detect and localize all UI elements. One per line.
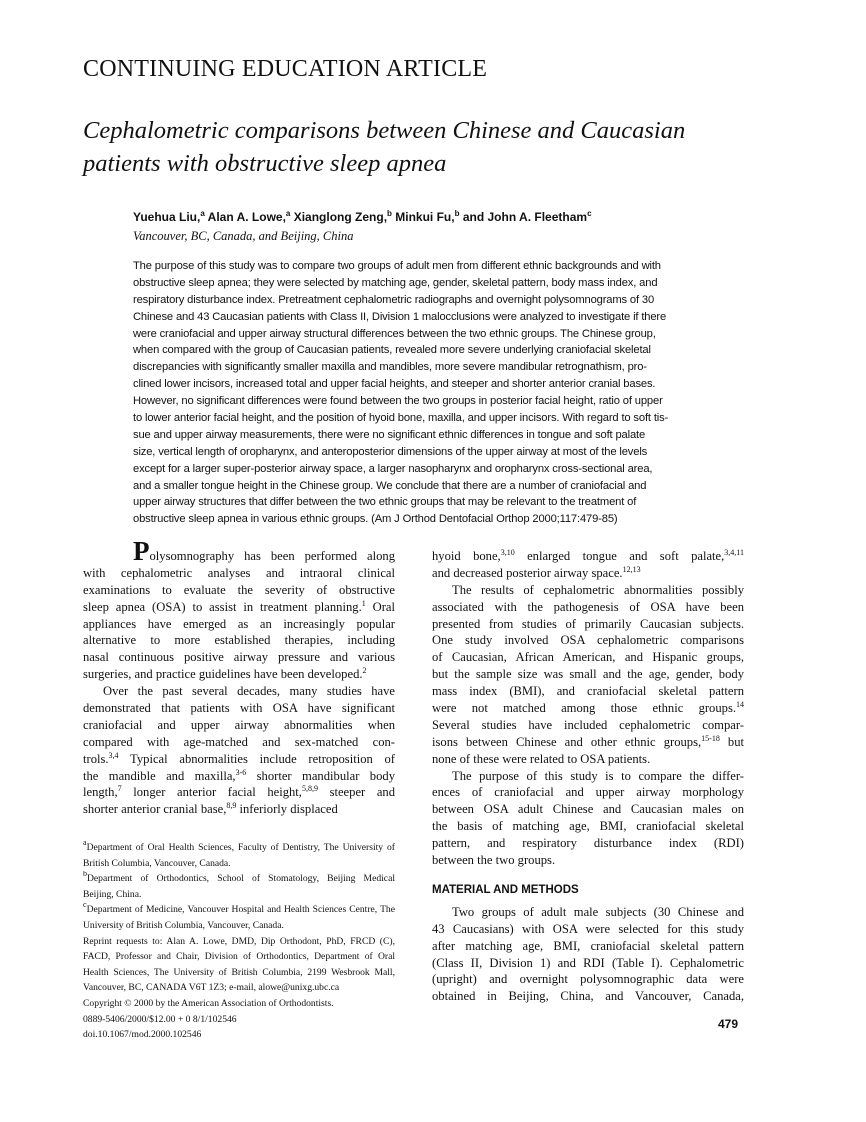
footnote-line: Reprint requests to: Alan A. Lowe, DMD, Dip Orthodont, PhD, FRCD (C), <box>83 935 395 947</box>
abstract-line: discrepancies with significantly smaller maxilla and mandibles, more severe mandibular retrognathism, pro- <box>133 361 647 374</box>
footnote-line: $^a$Department of Oral Health Sciences, Faculty of Dentistry, The University of <box>83 840 395 853</box>
body-line: of Caucasian, African American, and Hispanic groups, <box>432 650 744 665</box>
superscript: 8,9 <box>226 801 237 811</box>
body-line: obtained in Beijing, China, and Vancouver, Canada, <box>432 989 744 1004</box>
body-line: (Class II, Division 1) and RDI (Table I). Cephalometric <box>432 955 744 970</box>
superscript: 15-18 <box>701 733 720 743</box>
body-line: Several studies have included cephalometric compar- <box>432 717 744 732</box>
body-column-right <box>432 548 744 1005</box>
drop-cap: P <box>133 536 150 566</box>
body-line: ences of craniofacial and upper airway morphology <box>432 785 744 800</box>
footnote-line: Copyright © 2000 by the American Association of Orthodontists. <box>83 997 334 1009</box>
footnote-line: $^b$Department of Orthodontics, School of Stomatology, Beijing Medical <box>83 871 395 885</box>
page-number: 479 <box>718 1017 739 1031</box>
author-location: Vancouver, BC, Canada, and Beijing, China <box>133 229 354 243</box>
footnote-line: Beijing, China. <box>83 888 142 900</box>
body-line: the basis of matching age, BMI, craniofacial skeletal <box>432 819 744 834</box>
body-line: Polysomnography has been performed along <box>133 536 395 566</box>
body-line: Over the past several decades, many studies have <box>103 684 395 699</box>
body-line: Two groups of adult male subjects (30 Chinese and <box>452 904 744 919</box>
body-line: presented from studies of primarily Caucasian subjects. <box>432 616 744 631</box>
abstract-line: and a smaller tongue height in the Chinese group. We conclude that there are a number of craniofacial and <box>133 479 647 492</box>
body-line: the mandible and maxilla,$^{3-6}$ shorter mandibular body <box>83 767 395 783</box>
body-line: alternative to more established therapies, including <box>83 633 395 648</box>
abstract-line: except for a larger super-posterior airway space, a larger nasopharynx and oropharynx cross-sectional area, <box>133 462 653 475</box>
footnote-line: Vancouver, BC, CANADA V6T 1Z3; e-mail, alowe@unixg.ubc.ca <box>83 982 340 994</box>
body-line: sleep apnea (OSA) to assist in treatment planning.$^1$ Oral <box>83 598 395 614</box>
body-line: surgeries, and practice guidelines have been developed.$^2$ <box>83 666 367 682</box>
body-line: but the sample size was small and the age, gender, body <box>432 667 744 682</box>
abstract-line: sue and upper airway measurements, there were no significant ethnic differences in tongue and soft palate <box>133 428 646 441</box>
abstract-line: respiratory disturbance index. Pretreatment cephalometric radiographs and overnight polysomnograms of 30 <box>133 293 655 306</box>
superscript: b <box>454 209 460 218</box>
superscript: 14 <box>736 700 744 710</box>
body-line: demonstrated that patients with OSA have significant <box>83 701 395 716</box>
body-line: compared with age-matched and sex-matched con- <box>83 734 395 749</box>
superscript: 3-6 <box>235 767 247 777</box>
body-line: appliances have emerged as an increasingly popular <box>83 616 395 631</box>
superscript: a <box>83 840 87 847</box>
body-line: One study involved OSA cephalometric comparisons <box>432 633 744 648</box>
abstract-line: However, no significant differences were found between the two groups in posterior facial height, ratio of upper <box>133 395 663 408</box>
title-line: Cephalometric comparisons between Chinese and Caucasian <box>83 117 686 144</box>
footnote-line: Health Sciences, The University of British Columbia, 2199 Wesbrook Mall, <box>83 966 395 978</box>
superscript: 2 <box>362 666 367 676</box>
footnote-line: 0889-5406/2000/$12.00 + 0 8/1/102546 <box>83 1013 237 1025</box>
body-line: 43 Caucasians) with OSA were selected for this study <box>432 921 744 936</box>
body-line: associated with the pathogenesis of OSA have been <box>432 599 744 614</box>
superscript: c <box>587 209 592 218</box>
title-line: patients with obstructive sleep apnea <box>83 150 447 177</box>
abstract-line: obstructive sleep apnea; they were selected by matching age, gender, skeletal pattern, body mass index, and <box>133 276 658 289</box>
body-line: nasal continuous positive airway pressure and various <box>83 650 395 665</box>
body-line: examinations to evaluate the severity of obstructive <box>83 582 395 597</box>
superscript: 12,13 <box>622 564 641 574</box>
superscript: c <box>83 902 87 910</box>
superscript: 1 <box>361 598 366 608</box>
superscript: a <box>200 209 205 218</box>
abstract-line: when compared with the group of Caucasian patients, revealed more severe underlying craniofacial skeletal <box>133 344 651 357</box>
superscript: 3,4 <box>108 750 119 760</box>
body-column-left <box>83 536 395 818</box>
body-line: with cephalometric analyses and intraoral clinical <box>83 565 395 580</box>
superscript: 3,10 <box>500 548 515 557</box>
abstract-line: Chinese and 43 Caucasian patients with Class II, Division 1 malocclusions were analyzed to investigate if there <box>133 310 667 323</box>
footnote-line: British Columbia, Vancouver, Canada. <box>83 857 231 869</box>
body-line: The results of cephalometric abnormalities possibly <box>452 582 744 597</box>
body-line: craniofacial and upper airway abnormalities when <box>83 717 395 732</box>
footnote-line: $^c$Department of Medicine, Vancouver Hospital and Health Sciences Centre, The <box>83 902 395 916</box>
body-line: (upright) and overnight polysomnographic data were <box>432 972 744 987</box>
section-label: CONTINUING EDUCATION ARTICLE <box>83 56 488 82</box>
author-list: Yuehua Liu,$^a$ Alan A. Lowe,$^a$ Xianglong Zeng,$^b$ Minkui Fu,$^b$ and John A. Fleetham$^c$ <box>133 209 592 224</box>
body-line: after matching age, BMI, craniofacial skeletal pattern <box>432 938 744 953</box>
abstract-line: obstructive sleep apnea in various ethnic groups. (Am J Orthod Dentofacial Orthop 2000;117:479-85) <box>133 513 618 526</box>
body-line: between the two groups. <box>432 853 556 868</box>
body-line: hyoid bone,$^{3,10}$ enlarged tongue and soft palate,$^{3,4,11}$ <box>432 548 744 563</box>
abstract-line: to lower anterior facial height, and the position of hyoid bone, maxilla, and upper incisors. With regard to soft tis- <box>133 412 669 425</box>
superscript: b <box>387 209 392 218</box>
body-line: between OSA adult Chinese and Caucasian males on <box>432 802 744 817</box>
superscript: 3,4,11 <box>724 548 744 557</box>
footnote-line: FACD, Professor and Chair, Division of Orthodontics, Department of Oral <box>83 951 395 963</box>
section-heading: MATERIAL AND METHODS <box>432 883 579 896</box>
superscript: a <box>285 209 291 218</box>
body-line: shorter anterior cranial base,$^{8,9}$ inferiorly displaced <box>83 801 338 817</box>
abstract-line: clined lower incisors, increased total and upper facial heights, and steeper and shorter anterior cranial bases. <box>133 378 656 391</box>
body-line: isons between Chinese and other ethnic groups,$^{15-18}$ but <box>432 733 744 749</box>
superscript: 7 <box>117 784 122 794</box>
body-line: The purpose of this study is to compare the differ- <box>452 768 744 783</box>
body-line: were not matched among those ethnic groups.$^{14}$ <box>432 700 744 716</box>
body-line: and decreased posterior airway space.$^{12,13}$ <box>432 564 641 580</box>
article-title <box>83 114 685 180</box>
footnotes <box>83 840 395 1043</box>
superscript: 5,8,9 <box>301 784 318 794</box>
abstract-line: upper airway structures that differ between the two ethnic groups that may be relevant to the treatment of <box>133 496 637 509</box>
body-line: mass index (BMI), and craniofacial skeletal pattern <box>432 684 744 699</box>
body-line: none of these were related to OSA patients. <box>432 751 651 766</box>
body-line: trols.$^{3,4}$ Typical abnormalities include retroposition of <box>83 750 395 766</box>
abstract-line: were craniofacial and upper airway structural differences between the two ethnic groups. The Chinese group, <box>133 327 656 340</box>
footnote-line: doi.10.1067/mod.2000.102546 <box>83 1029 202 1041</box>
footnote-line: University of British Columbia, Vancouver, Canada. <box>83 919 284 931</box>
abstract-line: size, vertical length of oropharynx, and anteroposterior dimensions of the upper airway at most of the levels <box>133 445 648 458</box>
abstract-line: The purpose of this study was to compare two groups of adult men from different ethnic backgrounds and with <box>133 260 661 272</box>
abstract <box>133 259 753 529</box>
body-line: length,$^7$ longer anterior facial height,$^{5,8,9}$ steeper and <box>83 784 395 800</box>
body-line: pattern, and respiratory disturbance index (RDI) <box>432 836 744 851</box>
superscript: b <box>83 871 87 879</box>
